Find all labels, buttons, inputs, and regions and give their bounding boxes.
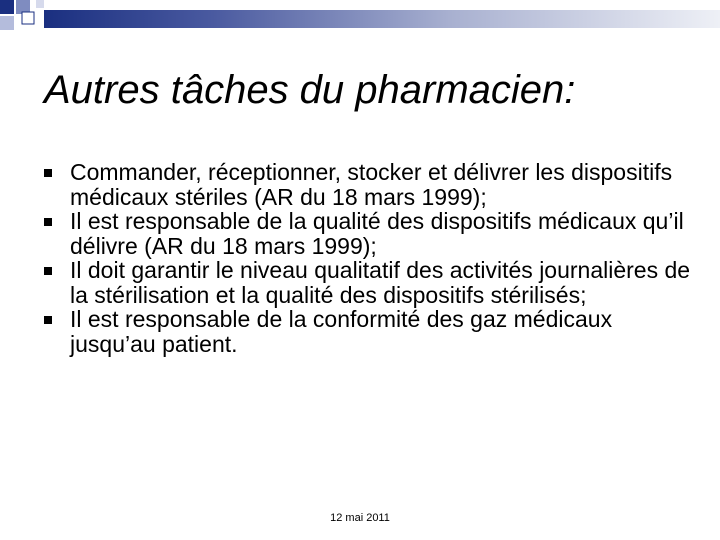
- bullet-item: [44, 307, 704, 356]
- bullet-text: Il est responsable de la conformité des gaz médicaux jusqu’au patient.: [70, 306, 613, 357]
- bullet-text: Il doit garantir le niveau qualitatif des activités journalières de la stérilisation et la qualité des dispositifs stérilisés;: [70, 257, 691, 308]
- square-bullet-icon: [44, 316, 52, 324]
- header-gradient-bar: [44, 10, 720, 28]
- square-bullet-icon: [44, 218, 52, 226]
- bullet-list: [44, 160, 704, 356]
- square-bullet-icon: [44, 169, 52, 177]
- bullet-item: [44, 258, 704, 307]
- bullet-item: [44, 209, 704, 258]
- square-bullet-icon: [44, 267, 52, 275]
- bullet-text: Commander, réceptionner, stocker et délivrer les dispositifs médicaux stériles (AR du 18 mars 1999);: [70, 159, 673, 210]
- slide-title: Autres tâches du pharmacien:: [44, 68, 576, 112]
- footer-date: 12 mai 2011: [330, 512, 390, 524]
- bullet-text: Il est responsable de la qualité des dispositifs médicaux qu’il délivre (AR du 18 mars 1999);: [70, 208, 684, 259]
- bullet-item: [44, 160, 704, 209]
